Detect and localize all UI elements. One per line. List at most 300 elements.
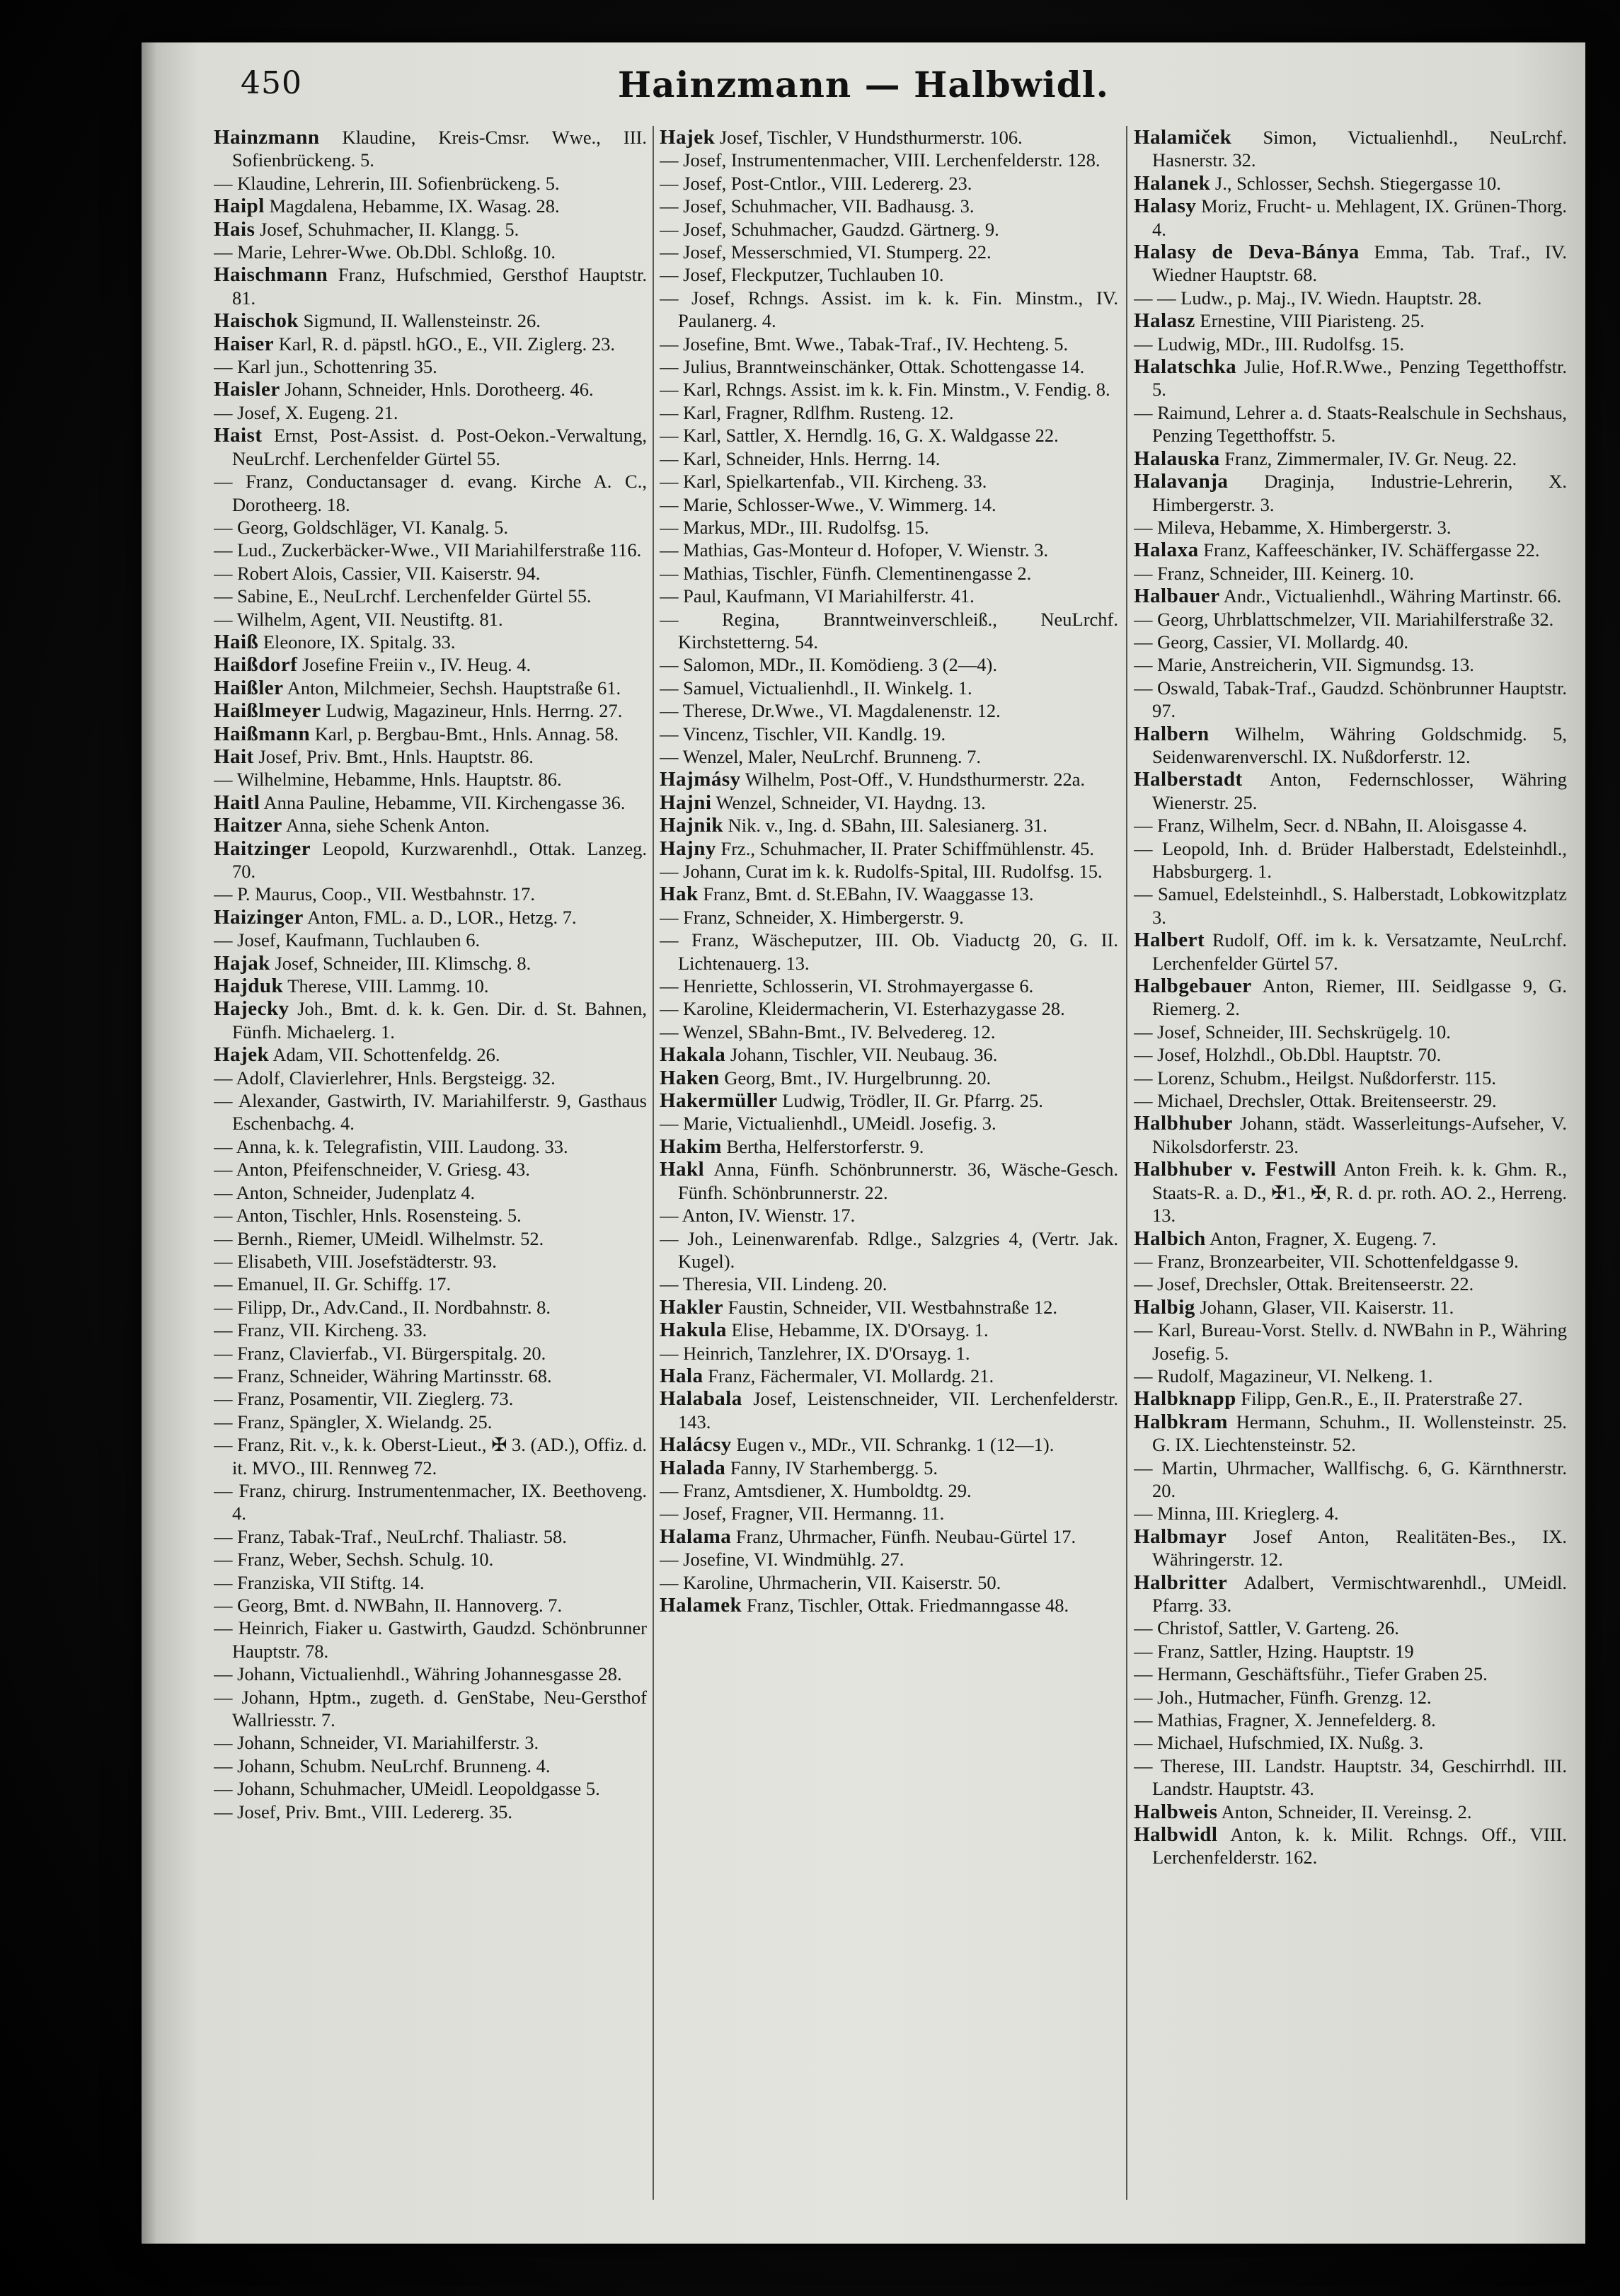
entry-details: — Klaudine, Lehrerin, III. Sofienbrückeng. 5. xyxy=(214,172,560,194)
entry-details: — Julius, Branntweinschänker, Ottak. Schottengasse 14. xyxy=(660,356,1085,378)
entry-details: — Josef, X. Eugeng. 21. xyxy=(214,401,398,423)
entry-surname: Haiser xyxy=(214,332,275,355)
entry-details: Anton, FML. a. D., LOR., Hetzg. 7. xyxy=(303,906,577,928)
entry-details: Draginja, Industrie-Lehrerin, X. Himbergerstr. 3. xyxy=(1152,471,1567,515)
entry-surname: Hajnik xyxy=(660,814,724,837)
entry-surname: Halaxa xyxy=(1134,539,1199,562)
entry-surname: Halavanja xyxy=(1134,470,1229,493)
entry-details: — Therese, III. Landstr. Hauptstr. 34, Geschirrhdl. III. Landstr. Hauptstr. 43. xyxy=(1134,1755,1567,1800)
entry-details: J., Schlosser, Sechsh. Stiegergasse 10. xyxy=(1210,172,1501,194)
directory-entry xyxy=(660,791,1118,814)
entry-details: Eleonore, IX. Spitalg. 33. xyxy=(258,631,456,653)
entry-surname: Haißmann xyxy=(214,722,311,745)
entry-details: — Anton, Schneider, Judenplatz 4. xyxy=(214,1181,476,1203)
entry-details: — Josef, Kaufmann, Tuchlauben 6. xyxy=(214,929,481,951)
directory-entry xyxy=(214,1181,647,1204)
entry-details: — Josef, Drechsler, Ottak. Breitenseerstr. 22. xyxy=(1134,1273,1474,1295)
directory-entry xyxy=(1134,1709,1567,1731)
entry-details: Ernestine, VIII Piaristeng. 25. xyxy=(1195,310,1425,332)
entry-surname: Haisler xyxy=(214,378,280,401)
entry-surname: Halasy xyxy=(1134,195,1197,218)
directory-entry xyxy=(660,1135,1118,1158)
directory-entry xyxy=(660,263,1118,286)
entry-details: Josefine Freiin v., IV. Heug. 4. xyxy=(297,654,532,676)
entry-details: — Michael, Hufschmied, IX. Nußg. 3. xyxy=(1134,1732,1424,1754)
directory-entry xyxy=(1134,608,1567,631)
entry-details: — Franz, Rit. v., k. k. Oberst-Lieut., ✠ 3. (AD.), Offiz. d. it. MVO., III. Rennweg 72. xyxy=(214,1434,647,1479)
directory-entry xyxy=(214,1479,647,1525)
directory-entry xyxy=(214,1755,647,1777)
entry-details: — Henriette, Schlosserin, VI. Strohmayergasse 6. xyxy=(660,975,1034,997)
entry-surname: Hala xyxy=(660,1364,703,1387)
entry-details: — Josef, Schuhmacher, Gaudzd. Gärtnerg. 9. xyxy=(660,218,999,240)
directory-entry xyxy=(214,1067,647,1089)
directory-entry xyxy=(660,424,1118,447)
entry-details: Franz, Tischler, Ottak. Friedmanngasse 48. xyxy=(742,1595,1069,1616)
directory-entry xyxy=(660,906,1118,929)
entry-details: — Georg, Goldschläger, VI. Kanalg. 5. xyxy=(214,516,508,538)
entry-details: — Oswald, Tabak-Traf., Gaudzd. Schönbrunner Hauptstr. 97. xyxy=(1134,677,1567,722)
directory-entry xyxy=(214,952,647,975)
directory-entry xyxy=(660,1273,1118,1295)
entry-surname: Hakim xyxy=(660,1135,722,1158)
entry-details: Franz, Hufschmied, Gersthof Hauptstr. 81. xyxy=(232,264,647,309)
entry-details: — Franz, Amtsdiener, X. Humboldtg. 29. xyxy=(660,1479,972,1501)
entry-details: — P. Maurus, Coop., VII. Westbahnstr. 17. xyxy=(214,883,536,905)
directory-entry xyxy=(660,172,1118,195)
entry-details: Andr., Victualienhdl., Währing Martinstr. 66. xyxy=(1219,585,1562,607)
directory-entry xyxy=(660,287,1118,333)
entry-details: — Christof, Sattler, V. Garteng. 26. xyxy=(1134,1617,1399,1639)
directory-entry xyxy=(660,860,1118,883)
directory-entry xyxy=(660,997,1118,1020)
entry-surname: Hainzmann xyxy=(214,126,320,149)
directory-entry xyxy=(660,929,1118,975)
entry-details: Franz, Zimmermaler, IV. Gr. Neug. 22. xyxy=(1219,447,1517,469)
entry-surname: Hakula xyxy=(660,1319,727,1342)
directory-entry xyxy=(1134,1089,1567,1112)
directory-entry xyxy=(214,653,647,676)
directory-entry xyxy=(214,883,647,905)
directory-entry xyxy=(214,241,647,263)
entry-details: — Georg, Cassier, VI. Mollardg. 40. xyxy=(1134,631,1409,653)
entry-surname: Hakala xyxy=(660,1043,726,1067)
directory-entry xyxy=(660,1296,1118,1319)
entry-details: Emma, Tab. Traf., IV. Wiedner Hauptstr. 68. xyxy=(1152,241,1567,286)
entry-details: — Wenzel, SBahn-Bmt., IV. Belvedereg. 12. xyxy=(660,1021,996,1043)
entry-details: — Franz, Schneider, Währing Martinsstr. 68. xyxy=(214,1365,552,1387)
entry-details: Joh., Bmt. d. k. k. Gen. Dir. d. St. Bahnen, Fünfh. Michaelerg. 1. xyxy=(232,998,647,1043)
entry-details: — Karoline, Uhrmacherin, VII. Kaiserstr. 50. xyxy=(660,1571,1001,1593)
page-number: 450 xyxy=(241,65,302,101)
directory-entry xyxy=(660,1227,1118,1273)
directory-entry xyxy=(1134,539,1567,561)
entry-details: Anna Pauline, Hebamme, VII. Kirchengasse 36. xyxy=(260,791,626,813)
entry-details: Franz, Uhrmacher, Fünfh. Neubau-Gürtel 17. xyxy=(731,1525,1076,1547)
directory-entry xyxy=(214,929,647,951)
directory-entry xyxy=(660,608,1118,654)
directory-entry xyxy=(1134,241,1567,287)
directory-entry xyxy=(1134,172,1567,195)
entry-details: — Minna, III. Krieglerg. 4. xyxy=(1134,1503,1339,1525)
entry-details: Anton, Federnschlosser, Währing Wienerstr. 25. xyxy=(1152,769,1567,813)
entry-details: Josef Anton, Realitäten-Bes., IX. Währingerstr. 12. xyxy=(1152,1525,1567,1571)
directory-entry xyxy=(1134,1640,1567,1663)
directory-entry xyxy=(660,1204,1118,1227)
directory-entry xyxy=(1134,1319,1567,1365)
entry-details: Anton, Schneider, II. Vereinsg. 2. xyxy=(1217,1801,1472,1823)
entry-details: — Franz, Sattler, Hzing. Hauptstr. 19 xyxy=(1134,1640,1414,1662)
entry-surname: Halasy de Deva-Bánya xyxy=(1134,241,1360,264)
entry-details: — Michael, Drechsler, Ottak. Breitenseerstr. 29. xyxy=(1134,1090,1497,1112)
entry-details: Johann, Tischler, VII. Neubaug. 36. xyxy=(725,1044,998,1066)
entry-surname: Haitl xyxy=(214,791,260,814)
entry-details: Franz, Bmt. d. St.EBahn, IV. Waaggasse 13. xyxy=(698,883,1034,905)
entry-details: Josef, Priv. Bmt., Hnls. Hauptstr. 86. xyxy=(253,745,534,767)
entry-details: Eugen v., MDr., VII. Schrankg. 1 (12—1). xyxy=(731,1434,1055,1456)
directory-entry xyxy=(1134,1801,1567,1823)
directory-entry xyxy=(214,1617,647,1663)
entry-surname: Halbhuber v. Festwill xyxy=(1134,1158,1337,1181)
entry-details: Franz, Fächermaler, VI. Mollardg. 21. xyxy=(703,1365,994,1387)
directory-entry xyxy=(1134,1502,1567,1525)
directory-entry xyxy=(660,699,1118,722)
directory-entry xyxy=(214,1777,647,1800)
entry-details: — Franz, Posamentir, VII. Zieglerg. 73. xyxy=(214,1388,514,1410)
directory-entry xyxy=(660,1502,1118,1525)
entry-details: — Hermann, Geschäftsführ., Tiefer Graben 25. xyxy=(1134,1663,1488,1685)
directory-entry xyxy=(214,608,647,631)
directory-entry xyxy=(660,378,1118,401)
directory-entry xyxy=(660,1043,1118,1066)
directory-entry xyxy=(1134,126,1567,172)
entry-surname: Halada xyxy=(660,1456,726,1479)
directory-entry xyxy=(660,975,1118,997)
entry-details: Karl, p. Bergbau-Bmt., Hnls. Annag. 58. xyxy=(310,723,619,745)
directory-entry xyxy=(214,1296,647,1319)
column-rule xyxy=(653,126,654,2200)
entry-details: Julie, Hof.R.Wwe., Penzing Tegetthoffstr. 5. xyxy=(1152,356,1567,401)
directory-entry xyxy=(660,539,1118,561)
directory-entry xyxy=(660,1433,1118,1456)
entry-surname: Halbmayr xyxy=(1134,1525,1227,1548)
directory-entry xyxy=(660,470,1118,493)
directory-entry xyxy=(660,241,1118,263)
directory-entry xyxy=(660,883,1118,905)
directory-entry xyxy=(1134,401,1567,447)
directory-entry xyxy=(660,1365,1118,1387)
entry-surname: Haißdorf xyxy=(214,653,298,677)
directory-entry xyxy=(1134,653,1567,676)
directory-entry xyxy=(1134,1387,1567,1410)
directory-entry xyxy=(660,1089,1118,1112)
entry-details: — Josef, Schuhmacher, VII. Badhausg. 3. xyxy=(660,195,975,217)
entry-surname: Halama xyxy=(660,1525,732,1548)
directory-entry xyxy=(660,1158,1118,1204)
directory-entry xyxy=(660,516,1118,539)
directory-entry xyxy=(214,699,647,722)
directory-entry xyxy=(214,1801,647,1823)
directory-entry xyxy=(214,1319,647,1341)
entry-details: — Anton, Tischler, Hnls. Rosensteing. 5. xyxy=(214,1205,522,1227)
entry-details: — Joh., Leinenwarenfab. Rdlge., Salzgries 4, (Vertr. Jak. Kugel). xyxy=(660,1227,1118,1272)
entry-details: Anton, Riemer, III. Seidlgasse 9, G. Riemerg. 2. xyxy=(1152,975,1567,1020)
directory-entry xyxy=(1134,1617,1567,1639)
directory-entry xyxy=(1134,516,1567,539)
directory-entry xyxy=(214,997,647,1043)
entry-surname: Haiß xyxy=(214,630,259,653)
entry-surname: Hakermüller xyxy=(660,1089,778,1113)
directory-entry xyxy=(1134,1365,1567,1387)
entry-surname: Hajmásy xyxy=(660,768,741,791)
directory-entry xyxy=(214,1433,647,1479)
directory-entry xyxy=(1134,677,1567,723)
entry-details: — Robert Alois, Cassier, VII. Kaiserstr. 94. xyxy=(214,562,541,584)
directory-entry xyxy=(214,263,647,309)
entry-details: Nik. v., Ing. d. SBahn, III. Salesianerg. 31. xyxy=(723,815,1047,837)
entry-surname: Halamiček xyxy=(1134,126,1232,149)
directory-entry xyxy=(1134,1457,1567,1503)
column-rule xyxy=(1126,126,1127,2200)
entry-details: — Elisabeth, VIII. Josefstädterstr. 93. xyxy=(214,1250,497,1272)
entry-surname: Hajni xyxy=(660,791,712,814)
entry-details: — Franz, Bronzearbeiter, VII. Schottenfeldgasse 9. xyxy=(1134,1250,1519,1272)
entry-details: — Paul, Kaufmann, VI Mariahilferstr. 41. xyxy=(660,585,975,607)
directory-entry xyxy=(214,1342,647,1365)
entry-details: — Sabine, E., NeuLrchf. Lerchenfelder Gürtel 55. xyxy=(214,585,592,607)
directory-entry xyxy=(214,631,647,653)
entry-surname: Halbich xyxy=(1134,1227,1206,1250)
directory-entry xyxy=(1134,837,1567,883)
directory-entry xyxy=(1134,929,1567,975)
directory-entry xyxy=(1134,1686,1567,1709)
entry-surname: Halasz xyxy=(1134,309,1195,333)
directory-entry xyxy=(660,1342,1118,1365)
entry-details: Wilhelm, Währing Goldschmidg. 5, Seidenwarenverschl. IX. Nußdorferstr. 12. xyxy=(1152,723,1567,767)
entry-surname: Halabala xyxy=(660,1387,742,1411)
directory-entry xyxy=(660,723,1118,745)
directory-entry xyxy=(214,585,647,607)
entry-details: — Karl, Fragner, Rdlfhm. Rusteng. 12. xyxy=(660,401,954,423)
entry-details: — Samuel, Victualienhdl., II. Winkelg. 1. xyxy=(660,677,972,699)
directory-entry xyxy=(660,1021,1118,1043)
entry-details: — Josef, Holzhdl., Ob.Dbl. Hauptstr. 70. xyxy=(1134,1044,1442,1066)
entry-details: Ernst, Post-Assist. d. Post-Oekon.-Verwaltung, NeuLrchf. Lerchenfelder Gürtel 55. xyxy=(232,425,647,469)
entry-details: — Heinrich, Tanzlehrer, IX. D'Orsayg. 1. xyxy=(660,1342,970,1364)
directory-entry xyxy=(1134,1663,1567,1685)
directory-entry xyxy=(1134,1755,1567,1801)
entry-surname: Haitzinger xyxy=(214,837,311,860)
entry-details: — Franz, Wäscheputzer, III. Ob. Viaductg 20, G. II. Lichtenauerg. 13. xyxy=(660,929,1118,974)
directory-entry xyxy=(214,677,647,699)
directory-entry xyxy=(660,1571,1118,1594)
directory-entry xyxy=(214,355,647,378)
directory-entry xyxy=(214,814,647,837)
entry-details: — Franz, Schneider, III. Keinerg. 10. xyxy=(1134,562,1414,584)
entry-details: Wilhelm, Post-Off., V. Hundsthurmerstr. 22a. xyxy=(740,769,1086,791)
directory-entry xyxy=(1134,1021,1567,1043)
column-1 xyxy=(214,126,647,2207)
entry-details: — Georg, Uhrblattschmelzer, VII. Mariahilferstraße 32. xyxy=(1134,608,1554,630)
entry-details: — Leopold, Inh. d. Brüder Halberstadt, Edelsteinhdl., Habsburgerg. 1. xyxy=(1134,837,1567,882)
entry-details: Filipp, Gen.R., E., II. Praterstraße 27. xyxy=(1236,1388,1523,1410)
directory-entry xyxy=(214,837,647,883)
directory-entry xyxy=(660,1387,1118,1433)
directory-entry xyxy=(214,1089,647,1135)
directory-entry xyxy=(1134,585,1567,607)
entry-details: — Georg, Bmt. d. NWBahn, II. Hannoverg. 7. xyxy=(214,1595,563,1616)
entry-surname: Halbkram xyxy=(1134,1410,1228,1433)
entry-surname: Halbert xyxy=(1134,929,1205,952)
entry-details: — Heinrich, Fiaker u. Gastwirth, Gaudzd. Schönbrunner Hauptstr. 78. xyxy=(214,1617,647,1662)
directory-entry xyxy=(214,195,647,217)
entry-details: — Johann, Victualienhdl., Währing Johannesgasse 28. xyxy=(214,1663,622,1685)
directory-entry xyxy=(1134,631,1567,653)
entry-details: — Franz, Weber, Sechsh. Schulg. 10. xyxy=(214,1549,494,1571)
entry-details: Hermann, Schuhm., II. Wollensteinstr. 25. G. IX. Liechtensteinstr. 52. xyxy=(1152,1411,1567,1456)
directory-entry xyxy=(214,1273,647,1295)
entry-surname: Halbwidl xyxy=(1134,1823,1218,1847)
directory-entry xyxy=(660,149,1118,171)
directory-entry xyxy=(214,424,647,470)
entry-details: — Karl, Bureau-Vorst. Stellv. d. NWBahn in P., Währing Josefig. 5. xyxy=(1134,1319,1567,1364)
entry-surname: Hais xyxy=(214,217,255,241)
entry-surname: Haitzer xyxy=(214,814,282,837)
entry-details: — Markus, MDr., III. Rudolfsg. 15. xyxy=(660,516,929,538)
entry-surname: Haizinger xyxy=(214,905,304,929)
directory-entry xyxy=(660,1457,1118,1479)
entry-surname: Hakl xyxy=(660,1158,705,1181)
entry-details: — Karl jun., Schottenring 35. xyxy=(214,356,437,378)
directory-entry xyxy=(214,309,647,332)
directory-entry xyxy=(1134,1112,1567,1158)
entry-details: Frz., Schuhmacher, II. Prater Schiffmühlenstr. 45. xyxy=(716,837,1095,859)
directory-entry xyxy=(1134,723,1567,769)
directory-entry xyxy=(660,447,1118,470)
directory-entry xyxy=(214,333,647,355)
entry-details: — Theresia, VII. Lindeng. 20. xyxy=(660,1273,887,1295)
entry-details: — Bernh., Riemer, UMeidl. Wilhelmstr. 52. xyxy=(214,1227,544,1249)
entry-surname: Hait xyxy=(214,745,254,768)
entry-details: — Adolf, Clavierlehrer, Hnls. Bergsteigg. 32. xyxy=(214,1067,556,1089)
entry-details: — Raimund, Lehrer a. d. Staats-Realschule in Sechshaus, Penzing Tegetthoffstr. 5. xyxy=(1134,401,1567,447)
entry-details: Anna, Fünfh. Schönbrunnerstr. 36, Wäsche-Gesch. Fünfh. Schönbrunnerstr. 22. xyxy=(678,1159,1118,1203)
entry-details: — Josef, Instrumentenmacher, VIII. Lerchenfelderstr. 128. xyxy=(660,149,1101,171)
entry-details: Faustin, Schneider, VII. Westbahnstraße 12. xyxy=(723,1296,1058,1318)
directory-entry xyxy=(1134,1250,1567,1273)
entry-details: — Josef, Priv. Bmt., VIII. Ledererg. 35. xyxy=(214,1801,512,1823)
directory-entry xyxy=(1134,1411,1567,1457)
directory-entry xyxy=(660,745,1118,768)
directory-entry xyxy=(1134,1525,1567,1571)
entry-details: — Johann, Curat im k. k. Rudolfs-Spital, III. Rudolfsg. 15. xyxy=(660,861,1103,882)
entry-details: Franz, Kaffeeschänker, IV. Schäffergasse 22. xyxy=(1198,539,1540,561)
directory-entry xyxy=(660,1067,1118,1089)
directory-entry xyxy=(214,126,647,172)
directory-entry xyxy=(1134,1823,1567,1869)
directory-entry xyxy=(1134,309,1567,332)
directory-entry xyxy=(660,1319,1118,1341)
entry-details: — Karl, Rchngs. Assist. im k. k. Fin. Minstm., V. Fendig. 8. xyxy=(660,379,1110,401)
directory-entry xyxy=(1134,470,1567,516)
entry-details: — Mileva, Hebamme, X. Himbergerstr. 3. xyxy=(1134,516,1452,538)
directory-entry xyxy=(214,378,647,401)
entry-details: Ludwig, Magazineur, Hnls. Herrng. 27. xyxy=(321,700,623,722)
entry-surname: Halbig xyxy=(1134,1295,1195,1319)
directory-entry xyxy=(1134,1296,1567,1319)
entry-details: Anton, Fragner, X. Eugeng. 7. xyxy=(1205,1227,1437,1249)
directory-entry xyxy=(660,562,1118,585)
entry-details: — Wenzel, Maler, NeuLrchf. Brunneng. 7. xyxy=(660,745,982,767)
entry-surname: Haken xyxy=(660,1066,720,1089)
directory-entry xyxy=(660,1594,1118,1617)
directory-entry xyxy=(1134,1571,1567,1617)
directory-entry xyxy=(1134,768,1567,814)
entry-details: Wenzel, Schneider, VI. Haydng. 13. xyxy=(711,791,986,813)
entry-details: Elise, Hebamme, IX. D'Orsayg. 1. xyxy=(726,1319,989,1341)
directory-entry xyxy=(1134,195,1567,241)
entry-surname: Haist xyxy=(214,424,263,447)
entry-details: — Salomon, MDr., II. Komödieng. 3 (2—4). xyxy=(660,654,997,676)
entry-details: — Anton, IV. Wienstr. 17. xyxy=(660,1205,856,1227)
directory-entry xyxy=(1134,883,1567,929)
entry-surname: Hak xyxy=(660,883,699,906)
entry-surname: Haischok xyxy=(214,309,299,333)
directory-entry xyxy=(660,1525,1118,1548)
entry-details: Klaudine, Kreis-Cmsr. Wwe., III. Sofienbrückeng. 5. xyxy=(232,127,647,171)
entry-details: Moriz, Frucht- u. Mehlagent, IX. Grünen-Thorg. 4. xyxy=(1152,195,1567,240)
entry-details: Bertha, Helferstorferstr. 9. xyxy=(721,1135,924,1157)
entry-details: — Anna, k. k. Telegrafistin, VIII. Laudong. 33. xyxy=(214,1135,568,1157)
directory-entry xyxy=(214,1387,647,1410)
directory-entry xyxy=(1134,447,1567,470)
entry-surname: Halácsy xyxy=(660,1433,732,1457)
entry-details: — Ludwig, MDr., III. Rudolfsg. 15. xyxy=(1134,333,1405,355)
entry-details: Karl, R. d. päpstl. hGO., E., VII. Ziglerg. 23. xyxy=(274,333,616,355)
directory-entry xyxy=(214,401,647,424)
entry-surname: Hajny xyxy=(660,837,716,860)
entry-details: — Franz, Tabak-Traf., NeuLrchf. Thaliastr. 58. xyxy=(214,1525,567,1547)
entry-details: — Karl, Spielkartenfab., VII. Kircheng. 33. xyxy=(660,471,987,493)
entry-surname: Haißlmeyer xyxy=(214,699,321,723)
entry-details: — Franz, Wilhelm, Secr. d. NBahn, II. Aloisgasse 4. xyxy=(1134,815,1527,837)
directory-entry xyxy=(214,745,647,768)
directory-entry xyxy=(660,333,1118,355)
directory-entry xyxy=(214,768,647,791)
directory-entry xyxy=(214,1525,647,1548)
directory-entry xyxy=(660,355,1118,378)
directory-entry xyxy=(214,1135,647,1158)
directory-entry xyxy=(214,1043,647,1066)
entry-details: — Samuel, Edelsteinhdl., S. Halberstadt, Lobkowitzplatz 3. xyxy=(1134,883,1567,928)
entry-surname: Halatschka xyxy=(1134,355,1237,379)
entry-surname: Halbhuber xyxy=(1134,1112,1233,1135)
directory-entry xyxy=(1134,287,1567,309)
entry-surname: Hajduk xyxy=(214,975,284,998)
directory-entry xyxy=(214,975,647,997)
directory-entry xyxy=(660,1479,1118,1502)
directory-entry xyxy=(1134,1067,1567,1089)
entry-surname: Halbgebauer xyxy=(1134,975,1252,998)
directory-entry xyxy=(660,1548,1118,1571)
directory-entry xyxy=(214,1411,647,1433)
directory-entry xyxy=(214,906,647,929)
entry-details: — Anton, Pfeifenschneider, V. Griesg. 43. xyxy=(214,1159,530,1181)
entry-surname: Halberstadt xyxy=(1134,768,1243,791)
entry-details: Josef, Leistenschneider, VII. Lerchenfelderstr. 143. xyxy=(678,1388,1118,1433)
entry-details: — Josefine, Bmt. Wwe., Tabak-Traf., IV. Hechteng. 5. xyxy=(660,333,1069,355)
directory-entry xyxy=(1134,1227,1567,1250)
